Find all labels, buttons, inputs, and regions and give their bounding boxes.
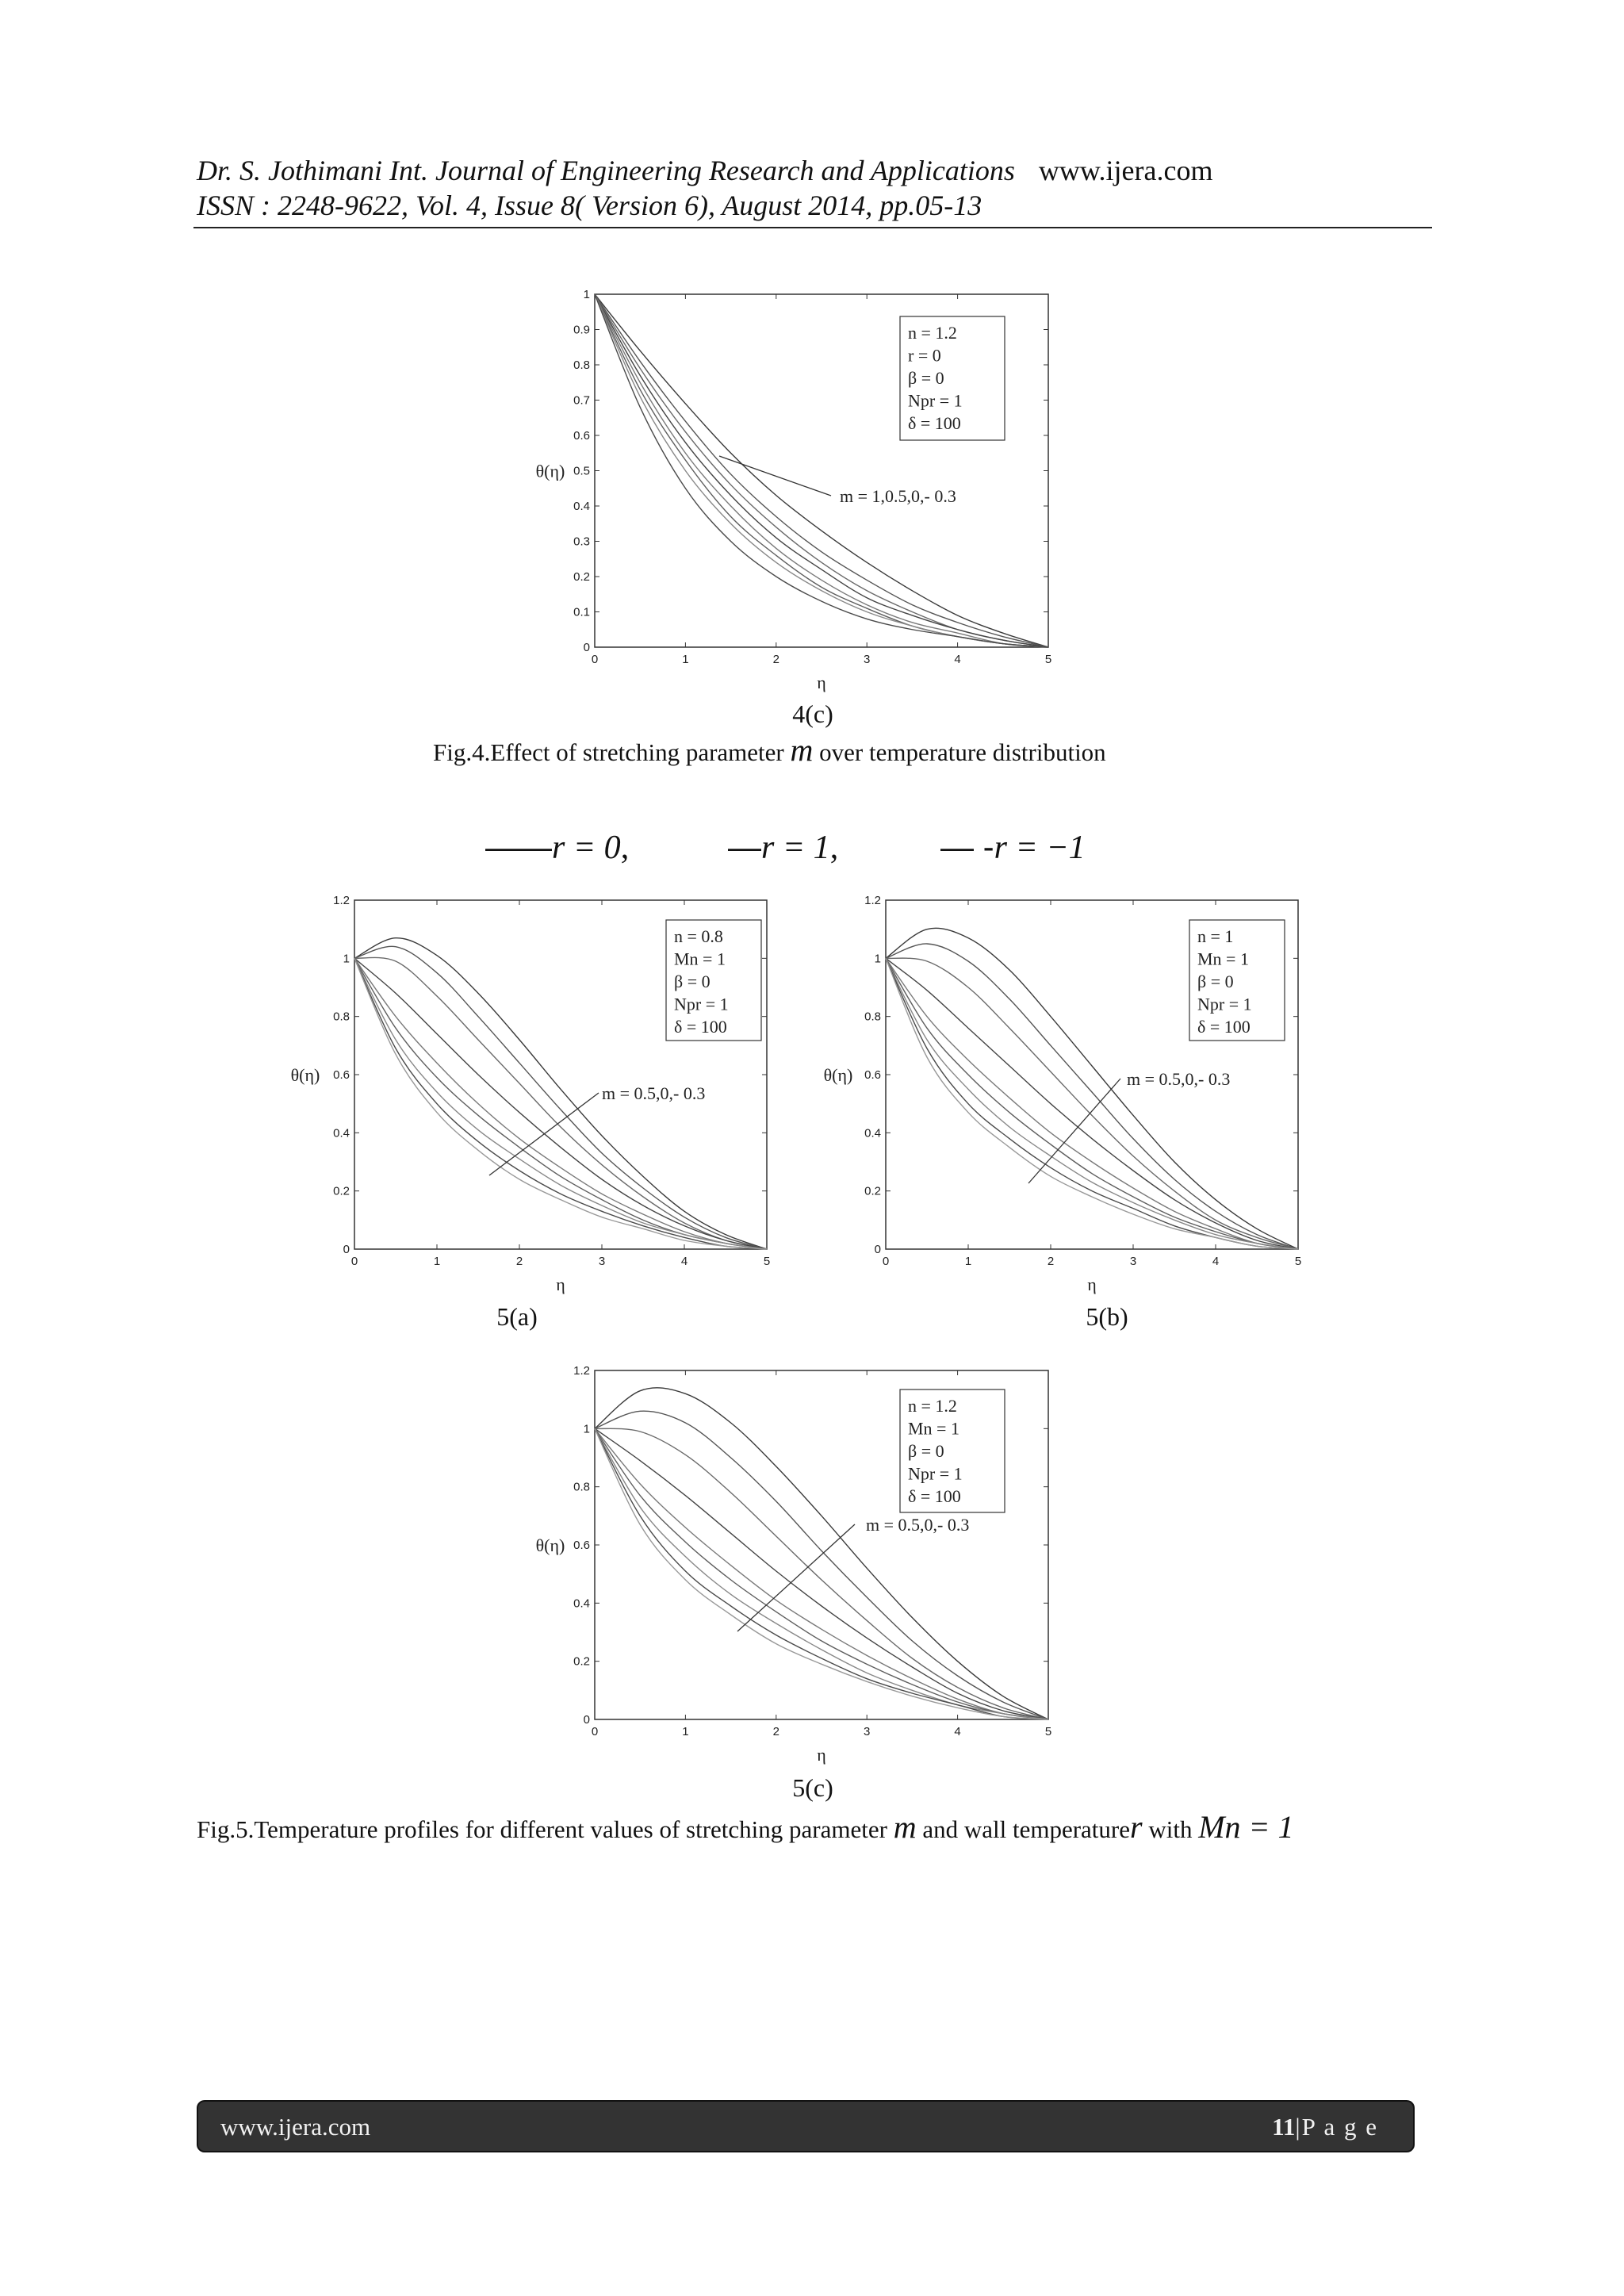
x-tick-label: 2 — [515, 1255, 523, 1268]
legend-rm1: — -r = −1 — [940, 828, 1086, 866]
param-box-line: n = 1.2 — [908, 323, 957, 343]
y-tick-label: 0.2 — [864, 1184, 881, 1198]
legend-r1-label: r = 1 — [761, 830, 830, 866]
footer-site[interactable]: www.ijera.com — [220, 2113, 371, 2141]
param-box-line: Mn = 1 — [674, 949, 726, 969]
param-box-line: δ = 100 — [908, 413, 961, 433]
param-box-line: Mn = 1 — [908, 1418, 959, 1439]
y-tick-label: 0.2 — [573, 570, 590, 584]
param-box-line: δ = 100 — [674, 1017, 727, 1037]
fig5-caption-with: with — [1148, 1815, 1193, 1843]
y-tick-label: 0.4 — [573, 1596, 590, 1611]
x-tick-label: 5 — [1294, 1255, 1302, 1268]
x-tick-label: 2 — [772, 653, 779, 666]
param-box-line: δ = 100 — [908, 1486, 961, 1506]
y-axis-label: θ(η) — [535, 1535, 565, 1555]
journal-header — [197, 154, 1212, 187]
chart-fig-5b — [821, 888, 1328, 1301]
x-tick-label: 1 — [682, 1725, 689, 1738]
fig4-caption-text: Fig.4.Effect of stretching parameter — [433, 738, 784, 766]
issn-line: ISSN : 2248-9622, Vol. 4, Issue 8( Version 6), August 2014, pp.05-13 — [197, 190, 982, 221]
panel-label-5b: 5(b) — [1086, 1302, 1128, 1331]
panel-label-4c: 4(c) — [792, 700, 833, 728]
fig4-caption — [433, 731, 1106, 769]
x-tick-label: 0 — [350, 1255, 358, 1268]
param-box-line: β = 0 — [674, 972, 710, 991]
page-footer — [197, 2100, 1415, 2152]
param-box-line: n = 1 — [1197, 926, 1234, 946]
legend-r0-label: r = 0 — [552, 830, 621, 866]
y-axis-label: θ(η) — [535, 461, 565, 481]
x-tick-label: 3 — [864, 653, 871, 666]
journal-title: Dr. S. Jothimani Int. Journal of Engineering Research and Applications — [197, 155, 1015, 186]
chart-fig-4c — [523, 282, 1063, 702]
page-number: 11|P a g e — [1272, 2113, 1378, 2141]
x-tick-label: 1 — [682, 653, 689, 666]
panel-label-5c: 5(c) — [792, 1773, 833, 1802]
x-tick-label: 4 — [1212, 1255, 1220, 1268]
y-tick-label: 0.3 — [573, 535, 590, 549]
y-tick-label: 0.6 — [864, 1068, 881, 1082]
x-tick-label: 0 — [882, 1255, 890, 1268]
y-tick-label: 0 — [583, 641, 590, 654]
x-tick-label: 1 — [964, 1255, 972, 1268]
y-tick-label: 0.9 — [573, 323, 590, 337]
y-tick-label: 0.2 — [333, 1184, 350, 1198]
annotation-label: m = 0.5,0,- 0.3 — [602, 1083, 706, 1103]
y-tick-label: 1.2 — [333, 894, 350, 907]
y-tick-label: 0 — [874, 1243, 881, 1256]
x-tick-label: 5 — [763, 1255, 771, 1268]
legend-r0: ——r = 0, — [485, 828, 630, 866]
y-tick-label: 0.1 — [573, 605, 590, 619]
param-box-line: β = 0 — [908, 1441, 944, 1461]
chart-fig-5c — [523, 1358, 1063, 1770]
param-box-line: Mn = 1 — [1197, 949, 1249, 969]
x-axis-label: η — [1087, 1274, 1097, 1294]
x-tick-label: 0 — [591, 1725, 599, 1738]
x-tick-label: 0 — [591, 653, 599, 666]
x-tick-label: 3 — [598, 1255, 606, 1268]
x-tick-label: 5 — [1044, 1725, 1052, 1738]
x-axis-label: η — [817, 1745, 826, 1765]
x-tick-label: 4 — [954, 653, 961, 666]
param-box-line: β = 0 — [1197, 972, 1234, 991]
y-tick-label: 0.6 — [333, 1068, 350, 1082]
y-tick-label: 0.4 — [333, 1126, 350, 1140]
panel-label-5a: 5(a) — [496, 1302, 538, 1331]
journal-site[interactable]: www.ijera.com — [1038, 155, 1213, 186]
param-box-line: n = 1.2 — [908, 1396, 957, 1416]
fig5-caption-text: Fig.5.Temperature profiles for different values of stretching parameter — [197, 1815, 887, 1843]
annotation-leader — [737, 1524, 855, 1631]
y-tick-label: 0.7 — [573, 393, 590, 408]
param-box-line: δ = 100 — [1197, 1017, 1251, 1037]
x-tick-label: 4 — [954, 1725, 961, 1738]
fig5-caption-var-r: r — [1130, 1809, 1143, 1845]
y-tick-label: 1.2 — [573, 1364, 590, 1378]
fig5-caption-var-m: m — [893, 1809, 917, 1845]
y-tick-label: 1 — [874, 952, 881, 966]
param-box-line: Npr = 1 — [674, 994, 729, 1014]
y-tick-label: 0 — [583, 1713, 590, 1727]
y-tick-label: 0.6 — [573, 1539, 590, 1552]
annotation-label: m = 0.5,0,- 0.3 — [1127, 1069, 1231, 1089]
y-tick-label: 0.2 — [573, 1654, 590, 1669]
fig5-caption — [197, 1808, 1294, 1846]
annotation-leader — [489, 1093, 599, 1175]
fig5-caption-eq: Mn = 1 — [1198, 1809, 1294, 1845]
y-tick-label: 0.8 — [864, 1010, 881, 1024]
x-axis-label: η — [556, 1274, 565, 1294]
y-axis-label: θ(η) — [823, 1065, 853, 1085]
y-tick-label: 1.2 — [864, 894, 881, 907]
legend-rm1-label: r = −1 — [994, 830, 1086, 866]
y-tick-label: 0.4 — [864, 1126, 881, 1140]
y-tick-label: 1 — [343, 952, 350, 966]
y-tick-label: 0.5 — [573, 464, 590, 478]
y-tick-label: 0.6 — [573, 429, 590, 443]
header-divider — [193, 227, 1432, 228]
param-box-line: β = 0 — [908, 368, 944, 388]
annotation-label: m = 0.5,0,- 0.3 — [866, 1515, 970, 1535]
x-tick-label: 4 — [680, 1255, 688, 1268]
param-box-line: r = 0 — [908, 345, 941, 366]
y-axis-label: θ(η) — [290, 1065, 320, 1085]
fig4-caption-var: m — [790, 732, 814, 768]
x-tick-label: 1 — [433, 1255, 441, 1268]
param-box-line: Npr = 1 — [1197, 994, 1252, 1014]
chart-fig-5a — [282, 888, 789, 1301]
x-tick-label: 3 — [864, 1725, 871, 1738]
x-tick-label: 2 — [1047, 1255, 1055, 1268]
annotation-label: m = 1,0.5,0,- 0.3 — [840, 486, 956, 506]
param-box-line: n = 0.8 — [674, 926, 723, 946]
y-tick-label: 0.8 — [573, 358, 590, 372]
y-tick-label: 0 — [343, 1243, 350, 1256]
param-box-line: Npr = 1 — [908, 390, 963, 411]
y-tick-label: 0.8 — [573, 1480, 590, 1494]
param-box-line: Npr = 1 — [908, 1463, 963, 1484]
y-tick-label: 1 — [583, 288, 590, 301]
fig5-caption-mid: and wall temperature — [922, 1815, 1130, 1843]
x-tick-label: 2 — [772, 1725, 779, 1738]
legend-r1: —r = 1, — [728, 828, 839, 866]
x-tick-label: 5 — [1044, 653, 1052, 666]
x-tick-label: 3 — [1129, 1255, 1137, 1268]
y-tick-label: 0.8 — [333, 1010, 350, 1024]
fig4-caption-text-end: over temperature distribution — [819, 738, 1106, 766]
x-axis-label: η — [817, 673, 826, 692]
y-tick-label: 0.4 — [573, 500, 590, 513]
y-tick-label: 1 — [583, 1422, 590, 1436]
